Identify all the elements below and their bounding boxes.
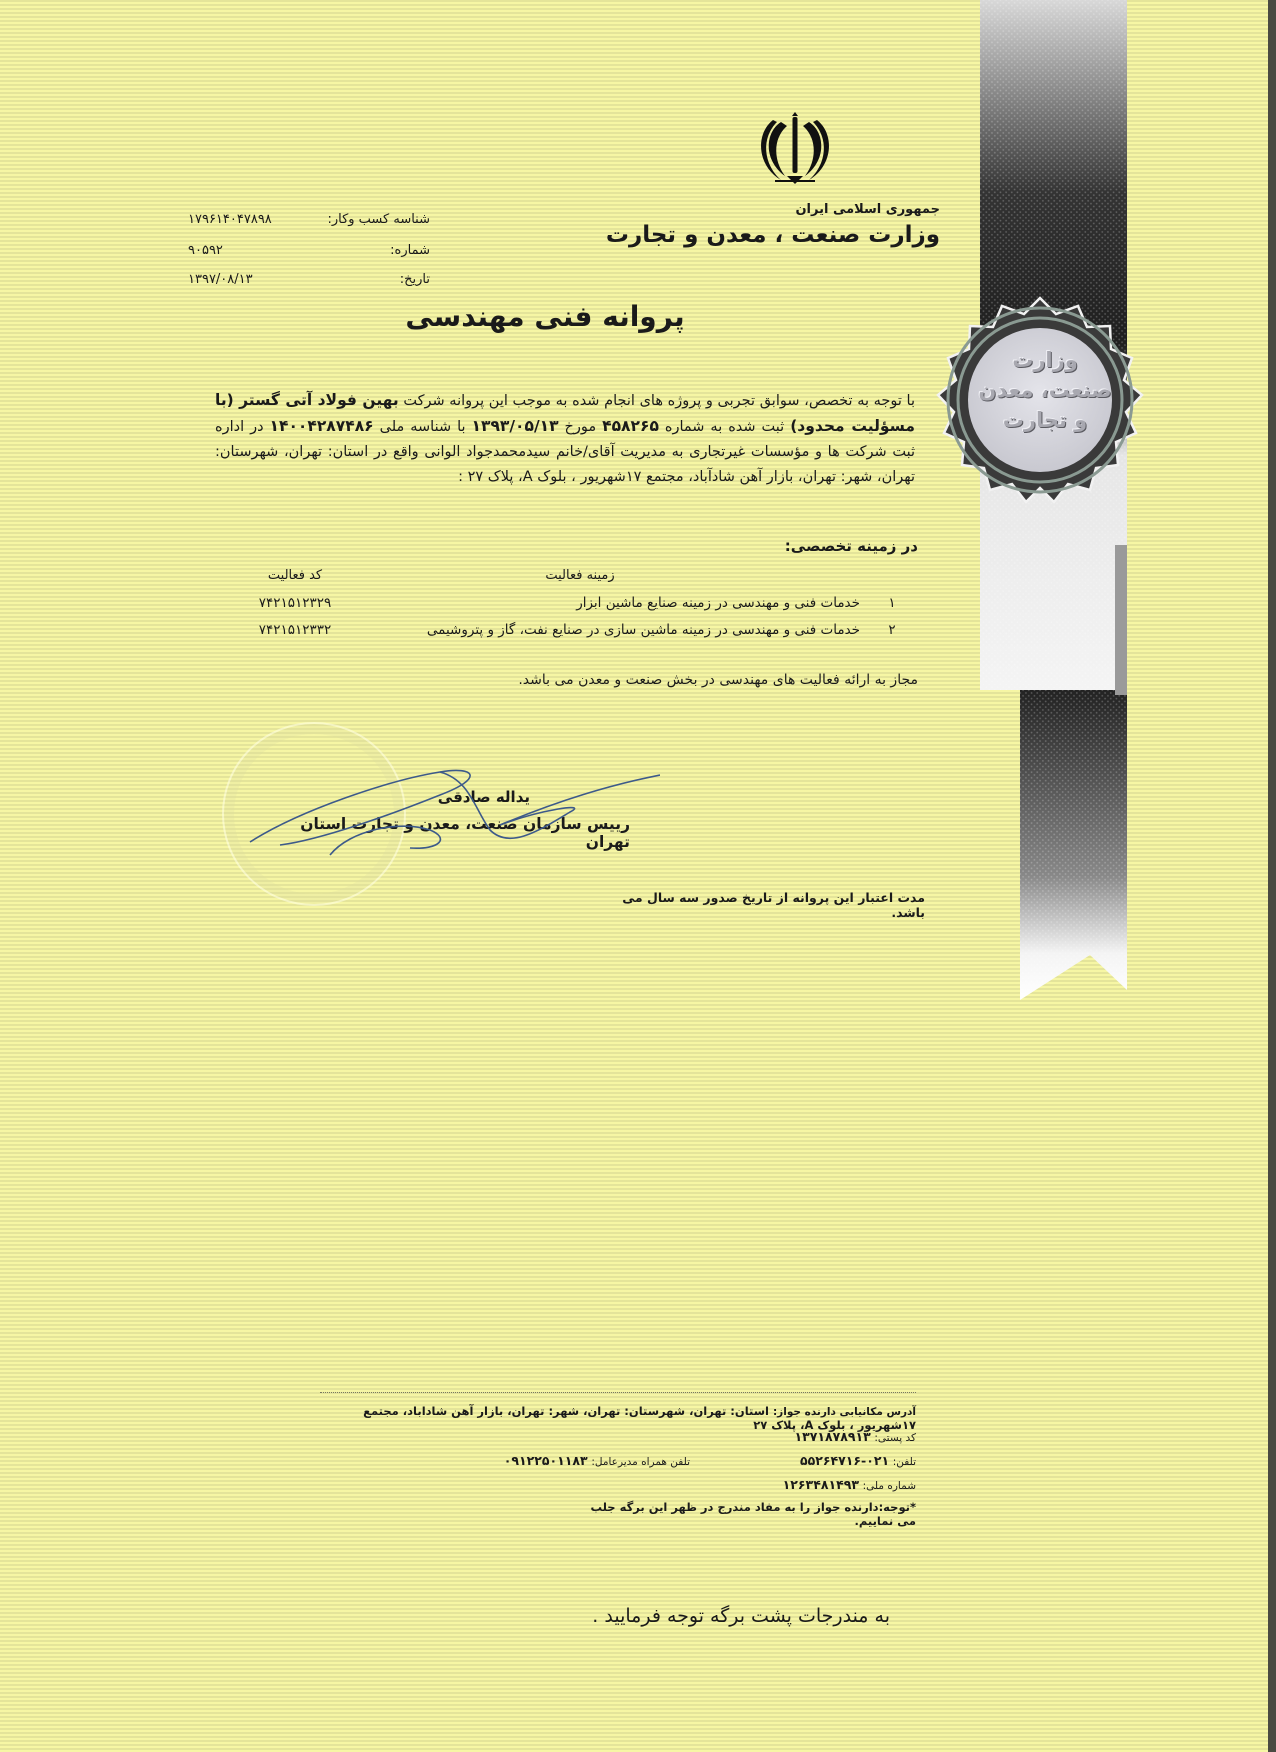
footer-mobile bbox=[430, 1453, 690, 1468]
footer-address bbox=[310, 1404, 916, 1432]
seal-line-3: و تجارت bbox=[1002, 408, 1088, 432]
country-name: جمهوری اسلامی ایران bbox=[795, 202, 940, 217]
registered-text: ثبت شده به شماره bbox=[664, 419, 785, 435]
number-value: ۹۰۵۹۲ bbox=[188, 243, 223, 258]
footer-national-id bbox=[700, 1477, 916, 1492]
footer-phone bbox=[700, 1453, 916, 1468]
registration-date: ۱۳۹۳/۰۵/۱۳ bbox=[471, 417, 559, 435]
address-value: استان: تهران، شهرستان: تهران، شهر: تهران، بازار آهن شاداباد، مجتمع ۱۷شهریور ، بلوک A، پلاک ۲۷ bbox=[363, 1404, 916, 1432]
postal-value: ۱۳۷۱۸۷۸۹۱۳ bbox=[794, 1429, 871, 1444]
seal-line-2: صنعت، معدن bbox=[978, 378, 1112, 402]
business-id-label: شناسه کسب وکار: bbox=[327, 212, 430, 227]
row-2-activity: خدمات فنی و مهندسی در زمینه ماشین سازی در صنایع نفت، گاز و پتروشیمی bbox=[426, 622, 860, 638]
business-id-row bbox=[180, 212, 430, 230]
seal-line-1: وزارت bbox=[1012, 348, 1078, 372]
row-2-code: ۷۴۲۱۵۱۲۳۳۲ bbox=[258, 622, 332, 638]
mobile-value: ۰۹۱۲۲۵۰۱۱۸۳ bbox=[503, 1453, 588, 1468]
scan-edge bbox=[1268, 0, 1276, 1752]
row-1-number: ۱ bbox=[888, 595, 896, 611]
footer-postal-code bbox=[700, 1429, 916, 1444]
allowed-statement: مجاز به ارائه فعالیت های مهندسی در بخش صنعت و معدن می باشد. bbox=[518, 672, 918, 688]
body-intro: با توجه به تخصص، سوابق تجربی و پروژه های انجام شده به موجب این پروانه شرکت bbox=[403, 393, 916, 409]
activity-column-header: زمینه فعالیت bbox=[545, 568, 615, 583]
signatory-title: رییس سازمان صنعت، معدن و تجارت استان تهران bbox=[300, 815, 630, 851]
company-name: بهین فولاد آتی گستر (با مسؤلیت محدود) bbox=[215, 391, 915, 435]
dated-text: مورخ bbox=[564, 419, 597, 435]
national-id-text: با شناسه ملی bbox=[379, 419, 466, 435]
date-row bbox=[180, 272, 430, 290]
iran-emblem-icon bbox=[755, 108, 835, 190]
date-value: ۱۳۹۷/۰۸/۱۳ bbox=[188, 272, 253, 287]
code-column-header: کد فعالیت bbox=[267, 568, 323, 583]
national-id-label: شماره ملی: bbox=[862, 1480, 916, 1492]
signatory-name: یداله صادقی bbox=[437, 788, 530, 806]
mobile-label: تلفن همراه مدیرعامل: bbox=[591, 1456, 690, 1468]
handwritten-signature bbox=[240, 750, 660, 860]
address-label: آدرس مکانیابی دارنده جواز: bbox=[772, 1406, 916, 1418]
national-id-value: ۱۲۶۳۴۸۱۴۹۳ bbox=[782, 1477, 859, 1492]
specialty-heading: در زمینه تخصصی: bbox=[784, 537, 918, 555]
footer-divider bbox=[320, 1392, 916, 1393]
business-id-value: ۱۷۹۶۱۴۰۴۷۸۹۸ bbox=[188, 212, 272, 227]
body-rest: در اداره ثبت شرکت ها و مؤسسات غیرتجاری به مدیریت آقای/خانم سیدمحمدجواد الوانی واقع در استان: تهران، شهرستان: تهران، شهر: تهران، بازار آهن شادآباد، مجتمع ۱۷شهریور ، بلوک A، پلاک ۲۷ : bbox=[215, 419, 915, 485]
phone-value: ۰۲۱-۵۵۲۶۴۷۱۶ bbox=[799, 1453, 890, 1468]
document-title: پروانه فنی مهندسی bbox=[405, 300, 685, 333]
footer-note: *توجه:دارنده جواز را به مفاد مندرج در ظهر این برگه جلب می نماییم. bbox=[590, 1500, 916, 1528]
company-national-id: ۱۴۰۰۴۲۸۷۴۸۶ bbox=[269, 417, 374, 435]
date-label: تاریخ: bbox=[399, 272, 430, 287]
row-1-code: ۷۴۲۱۵۱۲۳۲۹ bbox=[258, 595, 332, 611]
postal-label: کد پستی: bbox=[874, 1432, 916, 1444]
seal-text bbox=[975, 345, 1115, 435]
row-1-activity: خدمات فنی و مهندسی در زمینه صنایع ماشین ابزار bbox=[576, 595, 860, 611]
number-row bbox=[180, 243, 430, 261]
registration-number: ۴۵۸۲۶۵ bbox=[602, 417, 659, 435]
row-2-number: ۲ bbox=[888, 622, 896, 638]
back-page-note: به مندرجات پشت برگه توجه فرمایید . bbox=[592, 1605, 890, 1627]
phone-label: تلفن: bbox=[892, 1456, 916, 1468]
number-label: شماره: bbox=[390, 243, 430, 258]
ministry-name: وزارت صنعت ، معدن و تجارت bbox=[605, 222, 940, 248]
body-paragraph bbox=[215, 388, 915, 490]
validity-statement: مدت اعتبار این پروانه از تاریخ صدور سه سال می باشد. bbox=[622, 890, 925, 920]
